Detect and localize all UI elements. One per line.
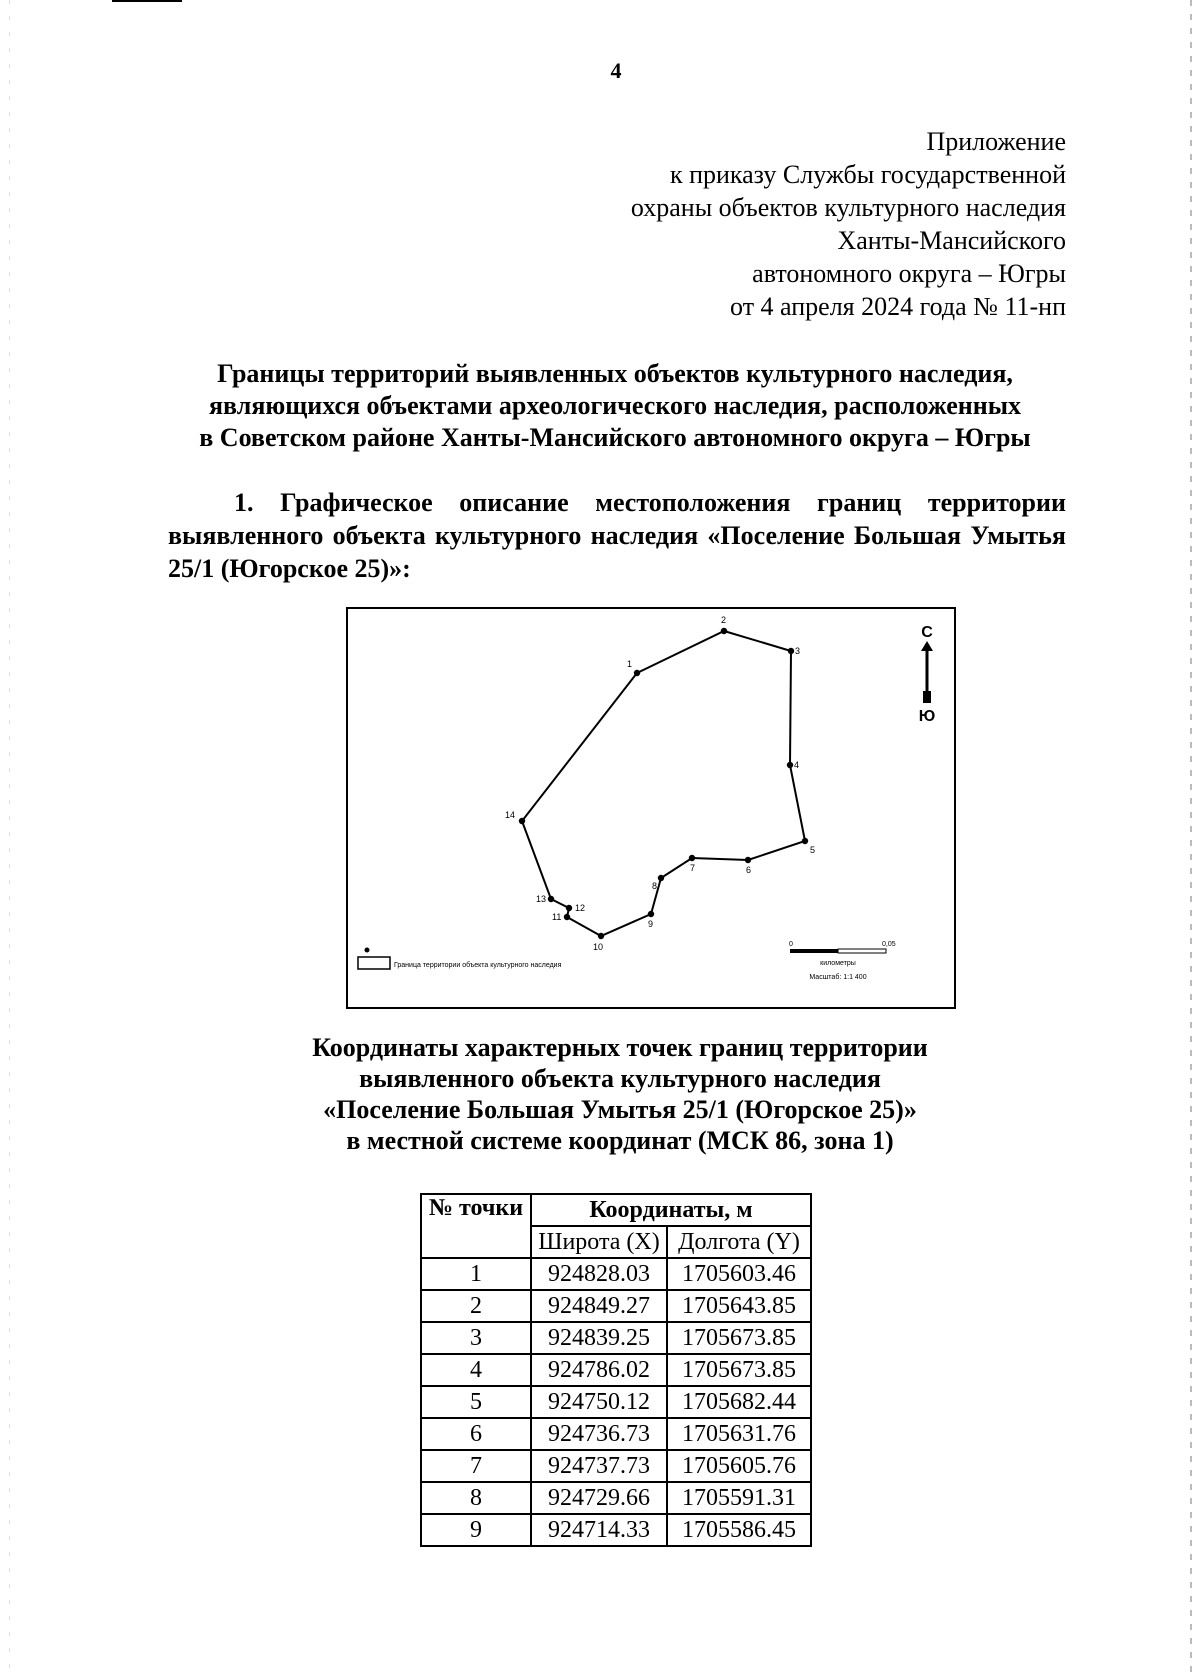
north-label: С: [921, 624, 933, 641]
cell-lon: 1705605.76: [667, 1450, 811, 1482]
south-label: Ю: [918, 708, 936, 725]
table-row: [421, 1258, 811, 1290]
section-paragraph: [168, 486, 1066, 585]
boundary-point: [802, 838, 808, 844]
table-row: [421, 1482, 811, 1514]
cell-point: 2: [421, 1290, 531, 1322]
appendix-line: автономного округа – Югры: [752, 259, 1066, 288]
cell-point: 3: [421, 1322, 531, 1354]
title-line: Границы территорий выявленных объектов культурного наследия,: [217, 359, 1013, 388]
title-line: являющихся объектами археологического наследия, расположенных: [208, 391, 1022, 420]
scale-bar: [789, 941, 896, 981]
point-label: 11: [552, 912, 562, 922]
boundary-point: [721, 628, 727, 634]
word: Большая: [853, 521, 962, 550]
coord-title-line: в местной системе координат (МСК 86, зона 1): [346, 1126, 894, 1155]
coordinates-table: [420, 1193, 812, 1547]
cell-lat: 924714.33: [531, 1514, 667, 1546]
top-edge-line: [112, 0, 182, 2]
cell-point: 4: [421, 1354, 531, 1386]
scale-end: 0,05: [882, 941, 896, 948]
scan-edge-right: [1190, 0, 1192, 1678]
table-row: [421, 1290, 811, 1322]
header-point: № точки: [421, 1194, 531, 1258]
cell-lon: 1705673.85: [667, 1322, 811, 1354]
boundary-point: [598, 933, 604, 939]
page-number: 4: [610, 58, 622, 83]
word: Умытья: [970, 521, 1066, 550]
title-line: в Советском районе Ханты-Мансийского автономного округа – Югры: [199, 423, 1031, 452]
legend: [358, 948, 562, 970]
point-label: 13: [536, 894, 547, 904]
cell-lat: 924828.03: [531, 1258, 667, 1290]
appendix-block: [631, 125, 1066, 323]
word: «Поселение: [707, 521, 845, 550]
point-label: 3: [795, 646, 801, 656]
point-label: 7: [690, 863, 696, 873]
scan-edge-left: [9, 0, 10, 1678]
cell-lon: 1705631.76: [667, 1418, 811, 1450]
coord-title-line: «Поселение Большая Умытья 25/1 (Югорское 25)»: [323, 1095, 917, 1124]
appendix-line: охраны объектов культурного наследия: [630, 193, 1066, 222]
paragraph-line-2: [168, 519, 1066, 552]
coord-title-line: выявленного объекта культурного наследия: [359, 1064, 881, 1093]
appendix-line: от 4 апреля 2024 года № 11-нп: [730, 292, 1066, 321]
boundary-point: [745, 857, 751, 863]
boundary-map: [346, 607, 956, 1009]
cell-lat: 924729.66: [531, 1482, 667, 1514]
boundary-point: [519, 818, 525, 824]
header-lat: Широта (X): [531, 1226, 667, 1258]
cell-lat: 924849.27: [531, 1290, 667, 1322]
cell-point: 1: [421, 1258, 531, 1290]
point-label: 4: [794, 760, 800, 770]
paragraph-line-3: 25/1 (Югорское 25)»:: [168, 554, 411, 583]
cell-point: 7: [421, 1450, 531, 1482]
word: объекта: [332, 521, 426, 550]
boundary-points: [519, 628, 808, 939]
table-row: [421, 1418, 811, 1450]
header-coords: Координаты, м: [531, 1194, 811, 1226]
boundary-polygon: [522, 631, 805, 936]
cell-lat: 924737.73: [531, 1450, 667, 1482]
table-header-row: [421, 1194, 811, 1226]
point-label: 1: [627, 659, 633, 669]
cell-lon: 1705673.85: [667, 1354, 811, 1386]
appendix-line: к приказу Службы государственной: [669, 160, 1066, 189]
point-label: 5: [810, 845, 816, 855]
word: наследия: [590, 521, 699, 550]
word: описание: [459, 488, 569, 517]
cell-point: 5: [421, 1386, 531, 1418]
cell-lon: 1705591.31: [667, 1482, 811, 1514]
table-row: [421, 1450, 811, 1482]
boundary-point: [788, 648, 794, 654]
word: местоположения: [595, 488, 791, 517]
point-label: 12: [575, 903, 586, 913]
point-label: 9: [648, 919, 654, 929]
coordinates-title: [180, 1032, 1060, 1156]
header-lon: Долгота (Y): [667, 1226, 811, 1258]
table-row: [421, 1354, 811, 1386]
table-body: [421, 1258, 811, 1546]
table-row: [421, 1514, 811, 1546]
appendix-line: Ханты-Мансийского: [837, 226, 1066, 255]
appendix-line: Приложение: [926, 127, 1066, 156]
scale-start: 0: [789, 941, 793, 948]
boundary-point: [689, 855, 695, 861]
boundary-point: [658, 875, 664, 881]
word: территории: [927, 488, 1066, 517]
north-arrow: [919, 624, 936, 725]
boundary-point: [566, 905, 572, 911]
word: Графическое: [280, 488, 433, 517]
point-label: 8: [652, 881, 658, 891]
table-row: [421, 1386, 811, 1418]
boundary-point: [787, 762, 793, 768]
cell-point: 6: [421, 1418, 531, 1450]
boundary-map-svg: [348, 609, 954, 1007]
cell-point: 8: [421, 1482, 531, 1514]
word: выявленного: [168, 521, 324, 550]
scale-text: Масштаб: 1:1 400: [809, 974, 867, 981]
cell-point: 9: [421, 1514, 531, 1546]
cell-lon: 1705643.85: [667, 1290, 811, 1322]
boundary-point: [564, 914, 570, 920]
paragraph-line-1: [168, 486, 1066, 519]
point-label: 6: [746, 865, 752, 875]
cell-lon: 1705586.45: [667, 1514, 811, 1546]
legend-text: Граница территории объекта культурного наследия: [394, 962, 562, 969]
table-row: [421, 1322, 811, 1354]
document-title: [160, 358, 1070, 454]
boundary-point: [634, 670, 640, 676]
boundary-point: [548, 896, 554, 902]
word: культурного: [435, 521, 582, 550]
coord-title-line: Координаты характерных точек границ территории: [312, 1033, 928, 1062]
cell-lat: 924839.25: [531, 1322, 667, 1354]
point-label: 10: [593, 942, 604, 952]
word: 1.: [234, 488, 254, 517]
point-label: 2: [721, 615, 727, 625]
cell-lat: 924750.12: [531, 1386, 667, 1418]
cell-lat: 924736.73: [531, 1418, 667, 1450]
cell-lon: 1705682.44: [667, 1386, 811, 1418]
word: границ: [817, 488, 902, 517]
cell-lat: 924786.02: [531, 1354, 667, 1386]
boundary-point: [648, 911, 654, 917]
cell-lon: 1705603.46: [667, 1258, 811, 1290]
point-label: 14: [505, 810, 516, 820]
scale-unit: километры: [820, 960, 856, 967]
